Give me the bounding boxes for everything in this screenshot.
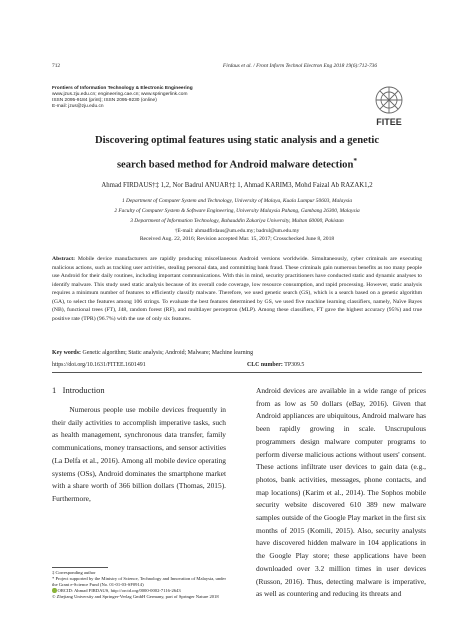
logo-text: FITEE [376, 117, 402, 127]
journal-info [52, 86, 193, 110]
orcid-icon [52, 588, 57, 593]
title-footnote-marker: * [353, 156, 358, 165]
contact-email: †E-mail: ahmadfirdaus@um.edu.my; badrul@um.edu.my [174, 228, 300, 234]
paper-title [40, 131, 434, 176]
footnote-orcid-text: ORCID: Ahmad FIRDAUS, http://orcid.org/0000-0002-7116-2643 [57, 587, 181, 593]
section-number: 1 [52, 385, 57, 395]
title-line-2: search based method for Android malware detection [116, 159, 354, 171]
page-number: 712 [52, 63, 61, 69]
footnote-divider [52, 567, 108, 568]
affiliation-1: 1 Department of Computer System and Technology, University of Malaya, Kuala Lumpur 50603, Malaysia [121, 198, 353, 204]
left-column-text: Numerous people use mobile devices frequently in their daily activities to accomplish imperative tasks, such as health management, synchronous data transfer, family communications, money transactions, and sensor activities (La Delfa et al., 2016). Among all mobile device operating systems (OSs), Android dominates the smartphone market with a share worth of 366 billion dollars (Thomas, 2015). Furthermore, [52, 405, 226, 503]
footnote-corresponding: ‡ Corresponding author [52, 570, 96, 575]
title-line-1: Discovering optimal features using static analysis and a genetic [94, 135, 380, 146]
keywords-label: Key words: [52, 350, 81, 356]
divider [52, 372, 422, 373]
affiliations [40, 196, 434, 236]
journal-websites: www.jzus.zju.edu.cn; engineering.cae.cn; www.springerlink.com [52, 92, 188, 98]
footnote-copyright: © Zhejiang University and Springer-Verlag GmbH Germany, part of Springer Nature 2018 [52, 593, 219, 599]
body-right-column: Android devices are available in a wide range of prices from as low as 50 dollars (eBay, 2016). Given that Android appliances are ubiquitous, Android malware has been rapidly growing in scale. Unscrupulous programmers design malware computer programs to perform diverse malicious actions without users' consent. These actions infiltrate user devices to gain data (e.g., photos, bank activities, messages, phone contacts, and map locations) (Karim et al., 2014). The Sophos mobile security website discovered 610 389 new malware samples outside of the Google Play market in the first six months of 2015 (Komili, 2015). Also, security analysts have discovered hidden malware in 104 applications in the Google Play store; these applications have been downloaded over 3.2 million times in user devices (Russon, 2016). Thus, detecting malware is imperative, as well as countering and reducing its threats and [256, 386, 426, 599]
affiliation-3: 3 Department of Information Technology, Bahauddin Zakariya University, Multan 60000, Pakistan [130, 218, 344, 224]
running-head: Firdaus et al. / Front Inform Technol Electron Eng 2018 19(6):712-736 [222, 63, 378, 69]
journal-issn: ISSN 2095-9184 (print); ISSN 2095-9230 (online) [52, 98, 157, 104]
footnotes [52, 570, 226, 600]
clc-number [247, 362, 304, 368]
received-dates: Received Aug. 22, 2016; Revision accepted Mar. 15, 2017; Crosschecked June 8, 2018 [139, 236, 335, 242]
footnote-funding: * Project supported by the Ministry of Science, Technology and Innovation of Malaysia, under the Grant e-Science Fund (No. 01-01-03-SF0914) [52, 575, 226, 587]
journal-name: Frontiers of Information Technology & Electronic Engineering [52, 86, 193, 91]
keywords-text: Genetic algorithm; Static analysis; Android; Malware; Machine learning [82, 350, 254, 356]
section-title: Introduction [62, 385, 105, 395]
abstract-label: Abstract: [52, 256, 76, 262]
abstract-text: Mobile device manufacturers are rapidly producing miscellaneous Android versions worldwide. Simultaneously, cyber criminals are executing malicious actions, such as tracking user activities, stealing personal data, and committing bank fraud. These criminals gain numerous benefits as too many people use Android for their daily routines, including important communications. With this in mind, security practitioners have conducted static and dynamic analyses to identify malware. This study used static analysis because of its overall code coverage, low resource consumption, and rapid processing. However, static analysis requires a minimum number of features to efficiently classify malware. Therefore, we used genetic search (GS), which is a search based on a genetic algorithm (GA), to select the features among 106 strings. To evaluate the best features determined by GS, we used five machine learning classifiers, namely, Naïve Bayes (NB), functional trees (FT), J48, random forest (RF), and multilayer perceptron (MLP). Among these classifiers, FT gave the highest accuracy (95%) and true positive rate (TPR) (96.7%) with the use of only six features. [52, 256, 422, 322]
body-left-column [52, 404, 226, 506]
clc-value: TP309.5 [284, 362, 305, 368]
journal-email: E-mail: jzus@zju.edu.cn [52, 104, 104, 110]
keywords [52, 350, 422, 356]
abstract [52, 255, 422, 323]
author-list: Ahmad FIRDAUS†‡ 1,2, Nor Badrul ANUAR†‡ 1, Ahmad KARIM3, Mohd Faizal Ab RAZAK1,2 [101, 182, 373, 189]
clc-label: CLC number: [247, 362, 283, 368]
doi-link[interactable]: https://doi.org/10.1631/FITEE.1601491 [52, 362, 146, 368]
fitee-logo-icon [364, 84, 414, 128]
affiliation-2: 2 Faculty of Computer System & Software Engineering, University Malaysia Pahang, Gambang 26300, Malaysia [114, 208, 360, 214]
section-heading [52, 385, 105, 395]
